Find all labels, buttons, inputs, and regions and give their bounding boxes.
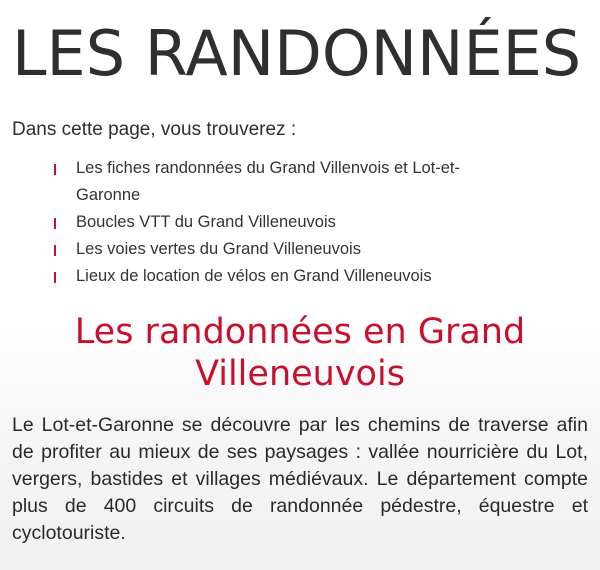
section-title: Les randonnées en Grand Villeneuvois	[74, 312, 526, 394]
bullet-marker	[54, 218, 56, 229]
page-title: LES RANDONNÉES	[12, 17, 582, 90]
section-paragraph: Le Lot-et-Garonne se découvre par les chemins de traverse afin de profiter au mieux de ses paysages : vallée nourricière du Lot, vergers, bastides et villages médiévaux. Le département compte plus de 400 circuits de randonnée pédestre, équestre et cyclotouriste.	[12, 414, 588, 544]
bullet-marker	[54, 164, 56, 175]
link-location-velos[interactable]: Lieux de location de vélos en Grand Villeneuvois	[76, 267, 432, 285]
list-item-fiches-randonnees[interactable]	[54, 155, 524, 209]
list-item-location-velos[interactable]	[54, 263, 524, 290]
link-list	[54, 155, 524, 290]
list-item-boucles-vtt[interactable]	[54, 209, 524, 236]
list-item-voies-vertes[interactable]	[54, 236, 524, 263]
link-boucles-vtt[interactable]: Boucles VTT du Grand Villeneuvois	[76, 213, 336, 231]
intro-text: Dans cette page, vous trouverez :	[12, 119, 297, 140]
link-fiches-randonnees[interactable]: Les fiches randonnées du Grand Villenvois et Lot-et-Garonne	[76, 159, 461, 204]
bullet-marker	[54, 272, 56, 283]
link-voies-vertes[interactable]: Les voies vertes du Grand Villeneuvois	[76, 240, 361, 258]
bullet-marker	[54, 245, 56, 256]
